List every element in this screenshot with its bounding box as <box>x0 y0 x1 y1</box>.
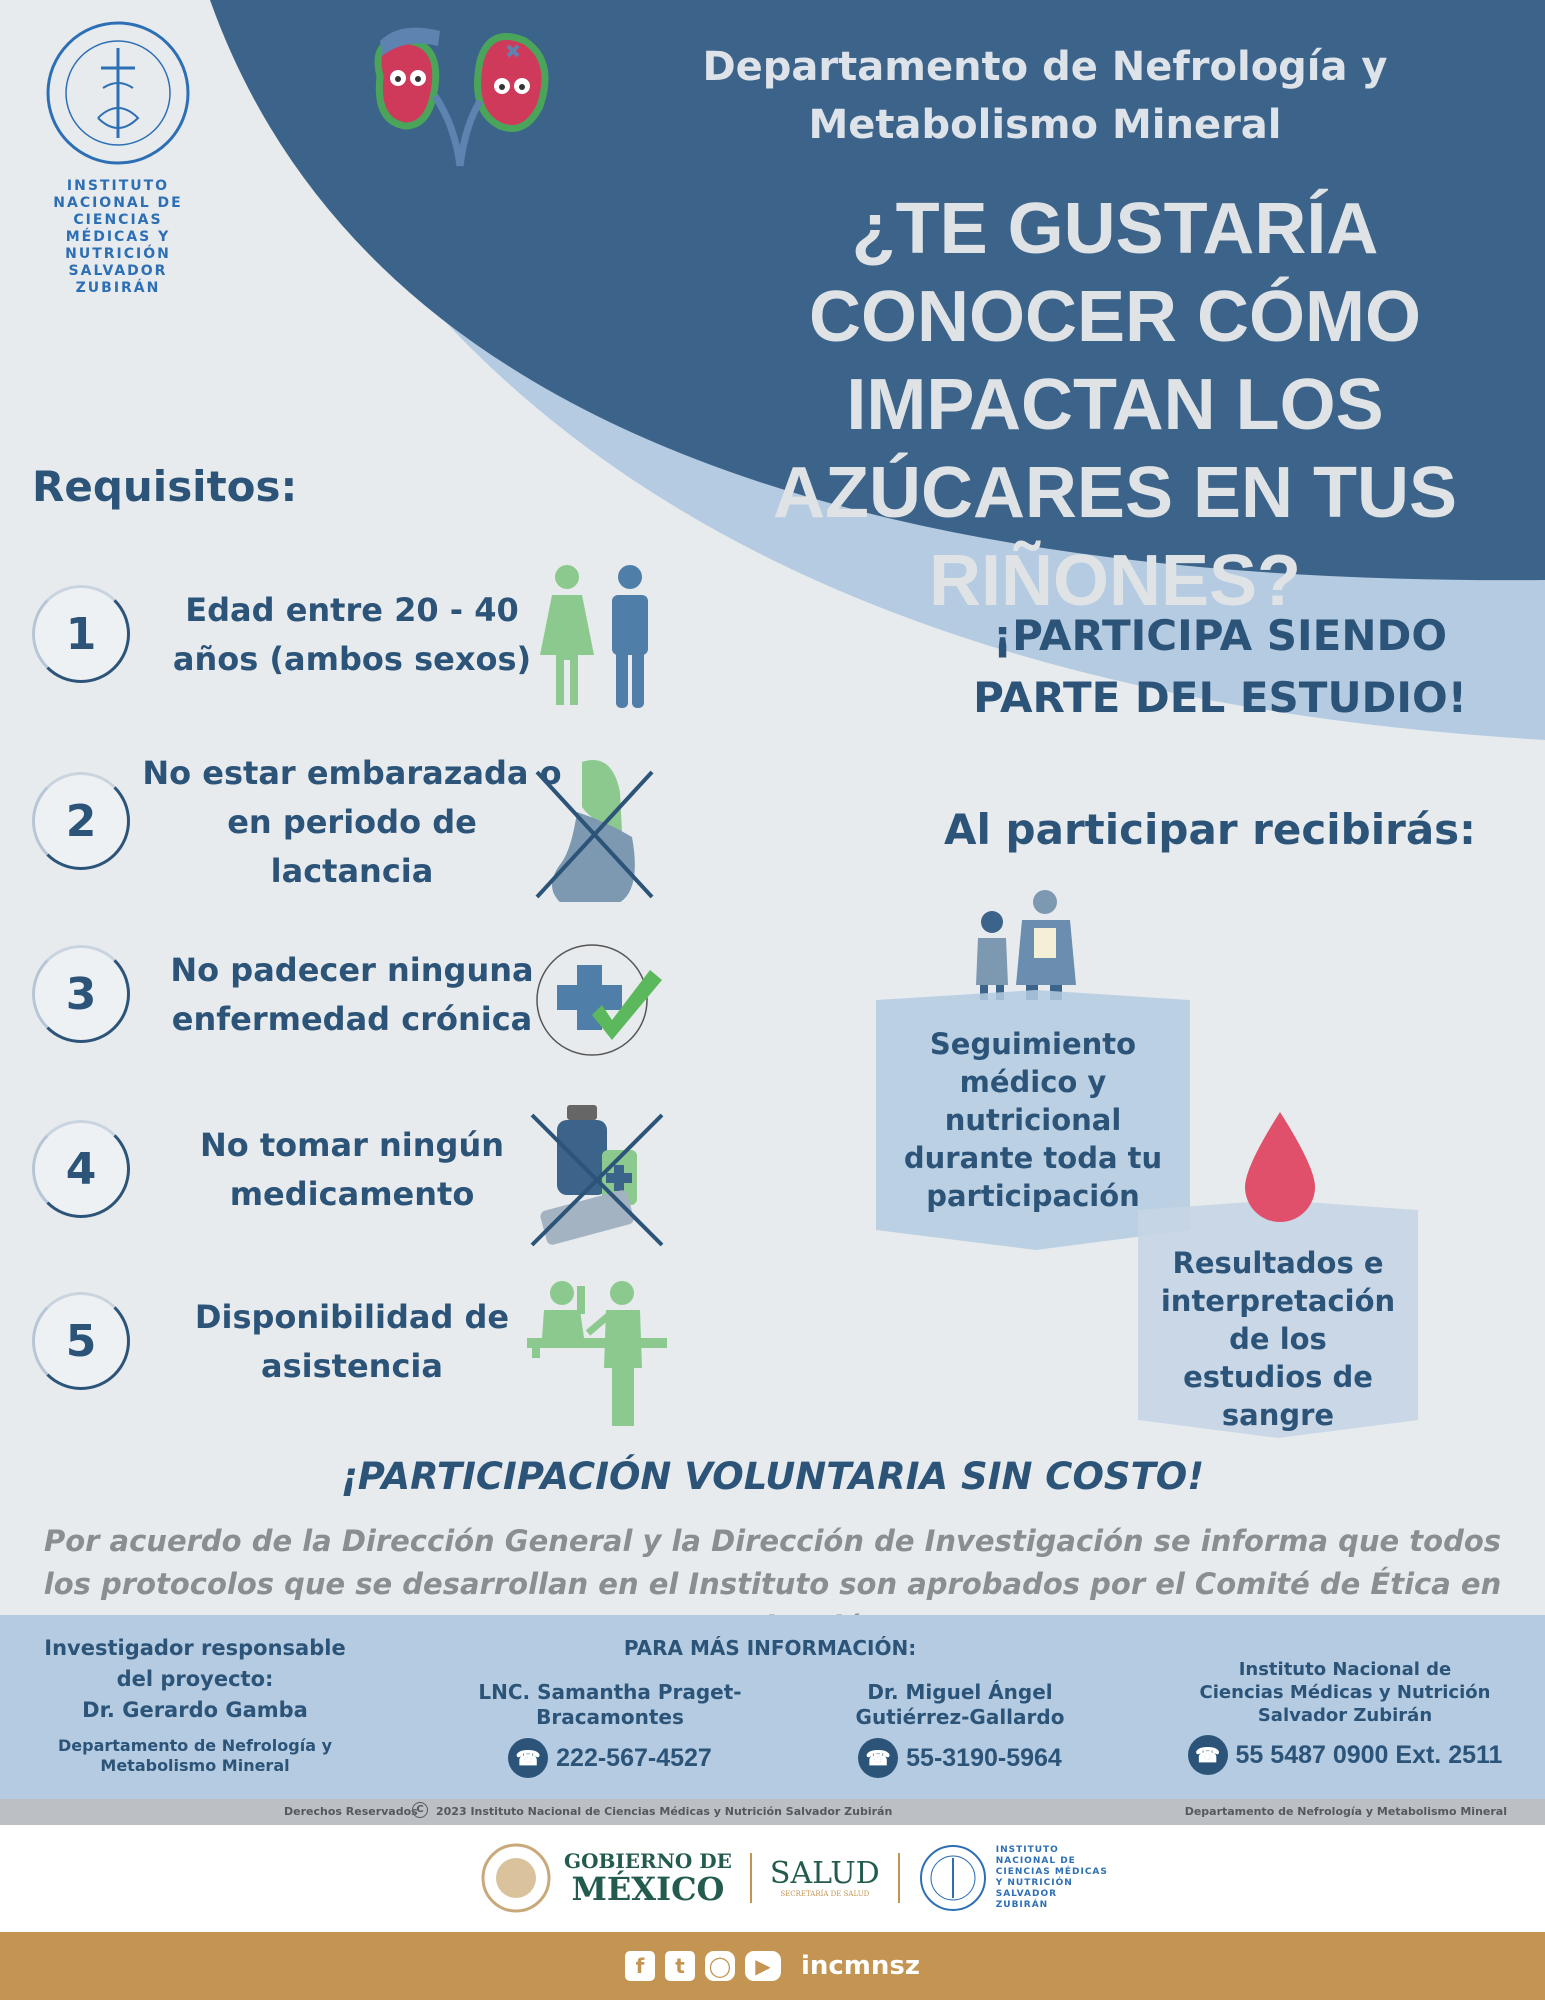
blood-drop-icon <box>1240 1112 1320 1224</box>
gobierno-line: GOBIERNO DE <box>564 1848 732 1873</box>
salud-text: SALUD <box>769 1855 880 1891</box>
phone-icon: ☎ <box>508 1738 548 1778</box>
participate-callout: ¡PARTICIPA SIENDO PARTE DEL ESTUDIO! <box>973 611 1467 722</box>
voluntary-participation-text: ¡PARTICIPACIÓN VOLUNTARIA SIN COSTO! <box>340 1455 1205 1498</box>
requirement-number: 4 <box>32 1120 130 1218</box>
phone-number: 55-3190-5964 <box>906 1743 1062 1772</box>
footer-logos <box>480 1835 1120 1920</box>
investigator-label: Investigador responsable del proyecto: <box>44 1636 346 1691</box>
contact-miguel <box>815 1680 1105 1778</box>
youtube-icon[interactable]: ▶ <box>745 1951 781 1981</box>
benefit-results-text: Resultados e interpretación de los estudios de sangre <box>1160 1246 1396 1432</box>
institute-logo <box>28 18 208 297</box>
institute-small-name: INSTITUTO NACIONAL DE CIENCIAS MÉDICAS Y NUTRICIÓN SALVADOR ZUBIRÁN <box>995 1844 1108 1910</box>
contact-institute <box>1165 1658 1525 1775</box>
social-links <box>0 1932 1545 2000</box>
health-cross-check-icon <box>522 925 672 1075</box>
requirements-title: Requisitos: <box>32 462 298 511</box>
benefit-followup-text: Seguimiento médico y nutricional durante toda tu participación <box>903 1027 1163 1213</box>
phone-icon: ☎ <box>1188 1735 1228 1775</box>
social-handle[interactable]: incmnsz <box>800 1951 921 1981</box>
contact-phone[interactable] <box>1165 1735 1525 1775</box>
instagram-icon[interactable]: ◯ <box>705 1951 735 1981</box>
crossed-medication-icon <box>522 1100 672 1250</box>
requirement-text: No estar embarazada o en periodo de lactancia <box>142 753 562 890</box>
man-woman-icon <box>522 565 672 715</box>
requirement-number: 5 <box>32 1292 130 1390</box>
department-title: Departamento de Nefrología y Metabolismo Mineral <box>702 44 1388 148</box>
copyright-band <box>0 1799 1545 1825</box>
contact-name: Instituto Nacional de Ciencias Médicas y Nutrición Salvador Zubirán <box>1199 1659 1491 1726</box>
benefit-results-box <box>1138 1200 1418 1438</box>
logo-divider <box>750 1853 752 1903</box>
contact-samantha <box>430 1680 790 1778</box>
institute-seal-small-icon <box>918 1843 988 1913</box>
contact-phone[interactable] <box>430 1738 790 1778</box>
investigator-department: Departamento de Nefrología y Metabolismo Mineral <box>57 1736 332 1775</box>
copyright-label: Derechos Reservados <box>284 1805 418 1818</box>
phone-icon: ☎ <box>858 1738 898 1778</box>
requirement-3 <box>32 935 682 1055</box>
requirement-text: No tomar ningún medicamento <box>199 1126 505 1213</box>
more-info-label: PARA MÁS INFORMACIÓN: <box>623 1636 917 1660</box>
requirement-number: 3 <box>32 945 130 1043</box>
requirement-4 <box>32 1110 682 1230</box>
institute-seal-icon <box>43 18 193 168</box>
facebook-icon[interactable]: f <box>625 1951 655 1981</box>
requirement-number: 1 <box>32 585 130 683</box>
benefits-title: Al participar recibirás: <box>944 805 1476 854</box>
mexico-line: MÉXICO <box>571 1869 725 1908</box>
kidneys-illustration-icon <box>360 16 560 176</box>
institute-name: INSTITUTO NACIONAL DE CIENCIAS MÉDICAS Y NUTRICIÓN SALVADOR ZUBIRÁN <box>53 178 183 296</box>
requirement-text: Disponibilidad de asistencia <box>194 1298 510 1385</box>
salud-subtext: SECRETARÍA DE SALUD <box>780 1889 870 1898</box>
mexico-coat-of-arms-icon <box>480 1842 552 1914</box>
investigator-name: Dr. Gerardo Gamba <box>82 1698 308 1722</box>
requirement-1 <box>32 575 682 695</box>
consultation-icon <box>522 1278 672 1428</box>
crossed-pregnant-woman-icon <box>522 752 672 902</box>
requirement-text: No padecer ninguna enfermedad crónica <box>170 951 534 1038</box>
copyright-text: 2023 Instituto Nacional de Ciencias Médicas y Nutrición Salvador Zubirán <box>436 1805 893 1818</box>
contact-name: LNC. Samantha Praget-Bracamontes <box>478 1680 742 1729</box>
gobierno-mexico-logo <box>564 1850 732 1906</box>
phone-number: 55 5487 0900 Ext. 2511 <box>1235 1740 1503 1769</box>
twitter-icon[interactable]: t <box>665 1951 695 1981</box>
contact-phone[interactable] <box>815 1738 1105 1778</box>
requirement-5 <box>32 1282 682 1402</box>
investigator-block <box>40 1633 350 1776</box>
phone-number: 222-567-4527 <box>556 1743 712 1772</box>
salud-logo <box>769 1855 880 1898</box>
requirement-2 <box>32 753 682 890</box>
requirement-number: 2 <box>32 772 130 870</box>
logo-divider <box>898 1853 900 1903</box>
ethics-agreement-text: Por acuerdo de la Dirección General y la Dirección de Investigación se informa que todos los protocolos que se desarrollan en el Instituto son aprobados por el Comité de Ética en <box>43 1524 1502 1601</box>
doctors-icon <box>970 890 1090 1000</box>
main-question-heading: ¿TE GUSTARÍA CONOCER CÓMO IMPACTAN LOS AZÚCARES EN TUS RIÑONES? <box>772 189 1458 621</box>
contact-name: Dr. Miguel Ángel Gutiérrez-Gallardo <box>855 1680 1065 1729</box>
copyright-department: Departamento de Nefrología y Metabolismo Mineral <box>1184 1805 1507 1818</box>
copyright-icon: C <box>412 1802 428 1818</box>
requirement-text: Edad entre 20 - 40 años (ambos sexos) <box>172 591 532 678</box>
